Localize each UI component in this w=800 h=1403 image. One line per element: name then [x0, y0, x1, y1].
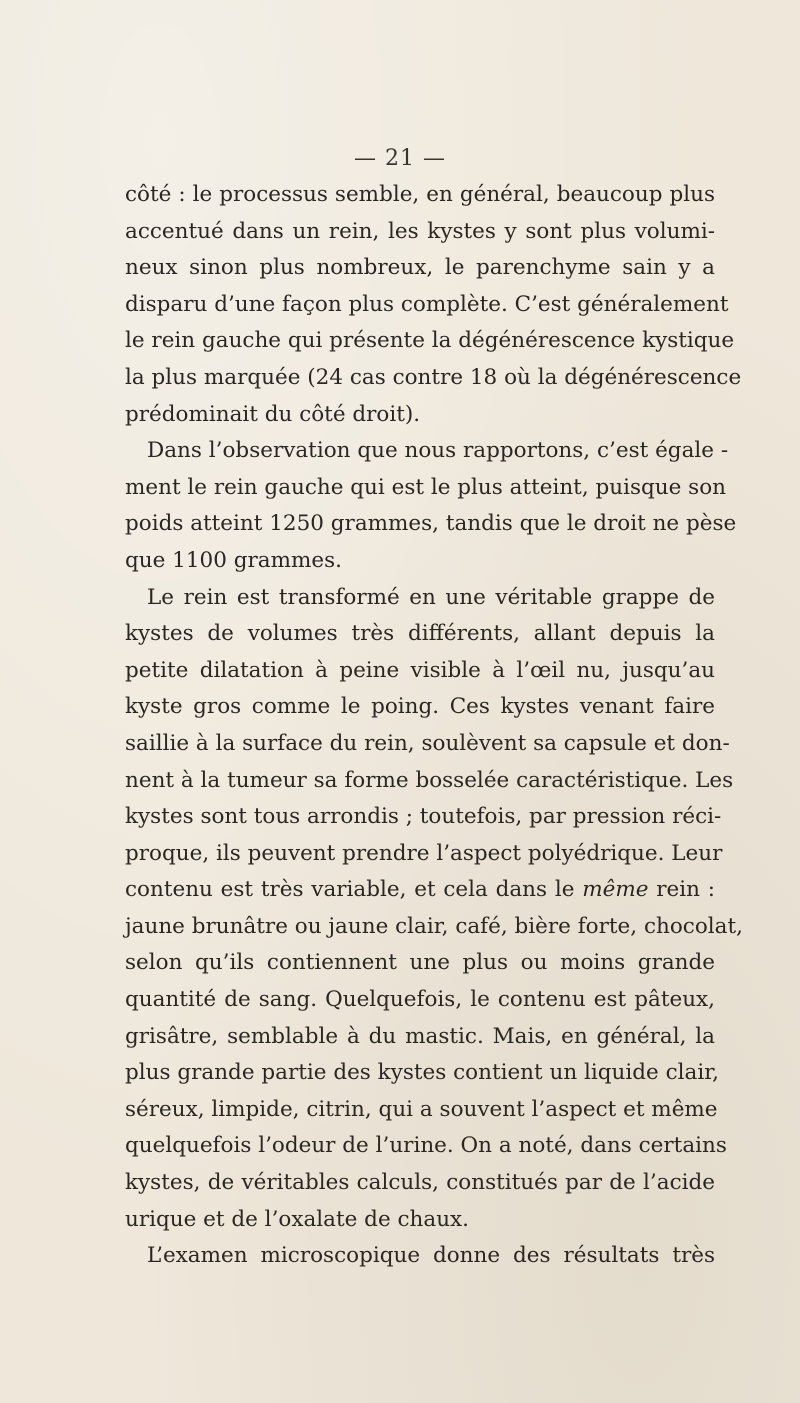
text-line: petite dilatation à peine visible à l’œil nu, jusqu’au	[125, 657, 715, 683]
text-line: L’examen microscopique donne des résultats très	[147, 1243, 715, 1269]
text-line: disparu d’une façon plus complète. C’est généralement	[125, 291, 729, 317]
page-number: — 21 —	[354, 146, 446, 171]
text-line: ment le rein gauche qui est le plus atteint, puisque son	[125, 474, 727, 500]
text-line: kyste gros comme le poing. Ces kystes venant faire	[125, 694, 715, 720]
text-line: plus grande partie des kystes contient un liquide clair,	[125, 1060, 719, 1086]
text-line: nent à la tumeur sa forme bosselée caractéristique. Les	[125, 767, 734, 793]
text-line: Le rein est transformé en une véritable grappe de	[147, 584, 715, 610]
text-line: quelquefois l’odeur de l’urine. On a noté, dans certains	[125, 1133, 727, 1159]
text-line: contenu est très variable, et cela dans le même rein :	[125, 877, 715, 903]
text-line: saillie à la surface du rein, soulèvent sa capsule et don-	[125, 730, 730, 756]
emphasis: même	[582, 877, 649, 903]
text-line: quantité de sang. Quelquefois, le contenu est pâteux,	[125, 987, 715, 1013]
text-line: côté : le processus semble, en général, beaucoup plus	[125, 182, 715, 207]
text-line: poids atteint 1250 grammes, tandis que le droit ne pèse	[125, 511, 737, 537]
text-line: selon qu’ils contiennent une plus ou moins grande	[125, 950, 715, 976]
text-line: neux sinon plus nombreux, le parenchyme sain y a	[125, 255, 715, 281]
text-line: la plus marquée (24 cas contre 18 où la dégénérescence	[125, 364, 742, 390]
text-line: grisâtre, semblable à du mastic. Mais, en général, la	[125, 1023, 715, 1049]
text-line: accentué dans un rein, les kystes y sont plus volumi-	[125, 218, 715, 244]
body-text	[125, 177, 743, 1275]
text-line: kystes sont tous arrondis ; toutefois, par pression réci-	[125, 804, 722, 830]
text-line: prédominait du côté droit).	[125, 401, 421, 427]
text-line: jaune brunâtre ou jaune clair, café, bière forte, chocolat,	[125, 913, 743, 939]
text-line: séreux, limpide, citrin, qui a souvent l’aspect et même	[125, 1096, 718, 1122]
text-line: Dans l’observation que nous rapportons, c’est égale -	[147, 438, 729, 464]
text-line: le rein gauche qui présente la dégénérescence kystique	[125, 328, 735, 354]
text-line: kystes, de véritables calculs, constitués par de l’acide	[125, 1170, 715, 1196]
text-line: kystes de volumes très différents, allant depuis la	[125, 621, 715, 647]
text-line: proque, ils peuvent prendre l’aspect polyédrique. Leur	[125, 840, 723, 866]
text-line: urique et de l’oxalate de chaux.	[125, 1206, 470, 1232]
text-line: que 1100 grammes.	[125, 547, 342, 573]
